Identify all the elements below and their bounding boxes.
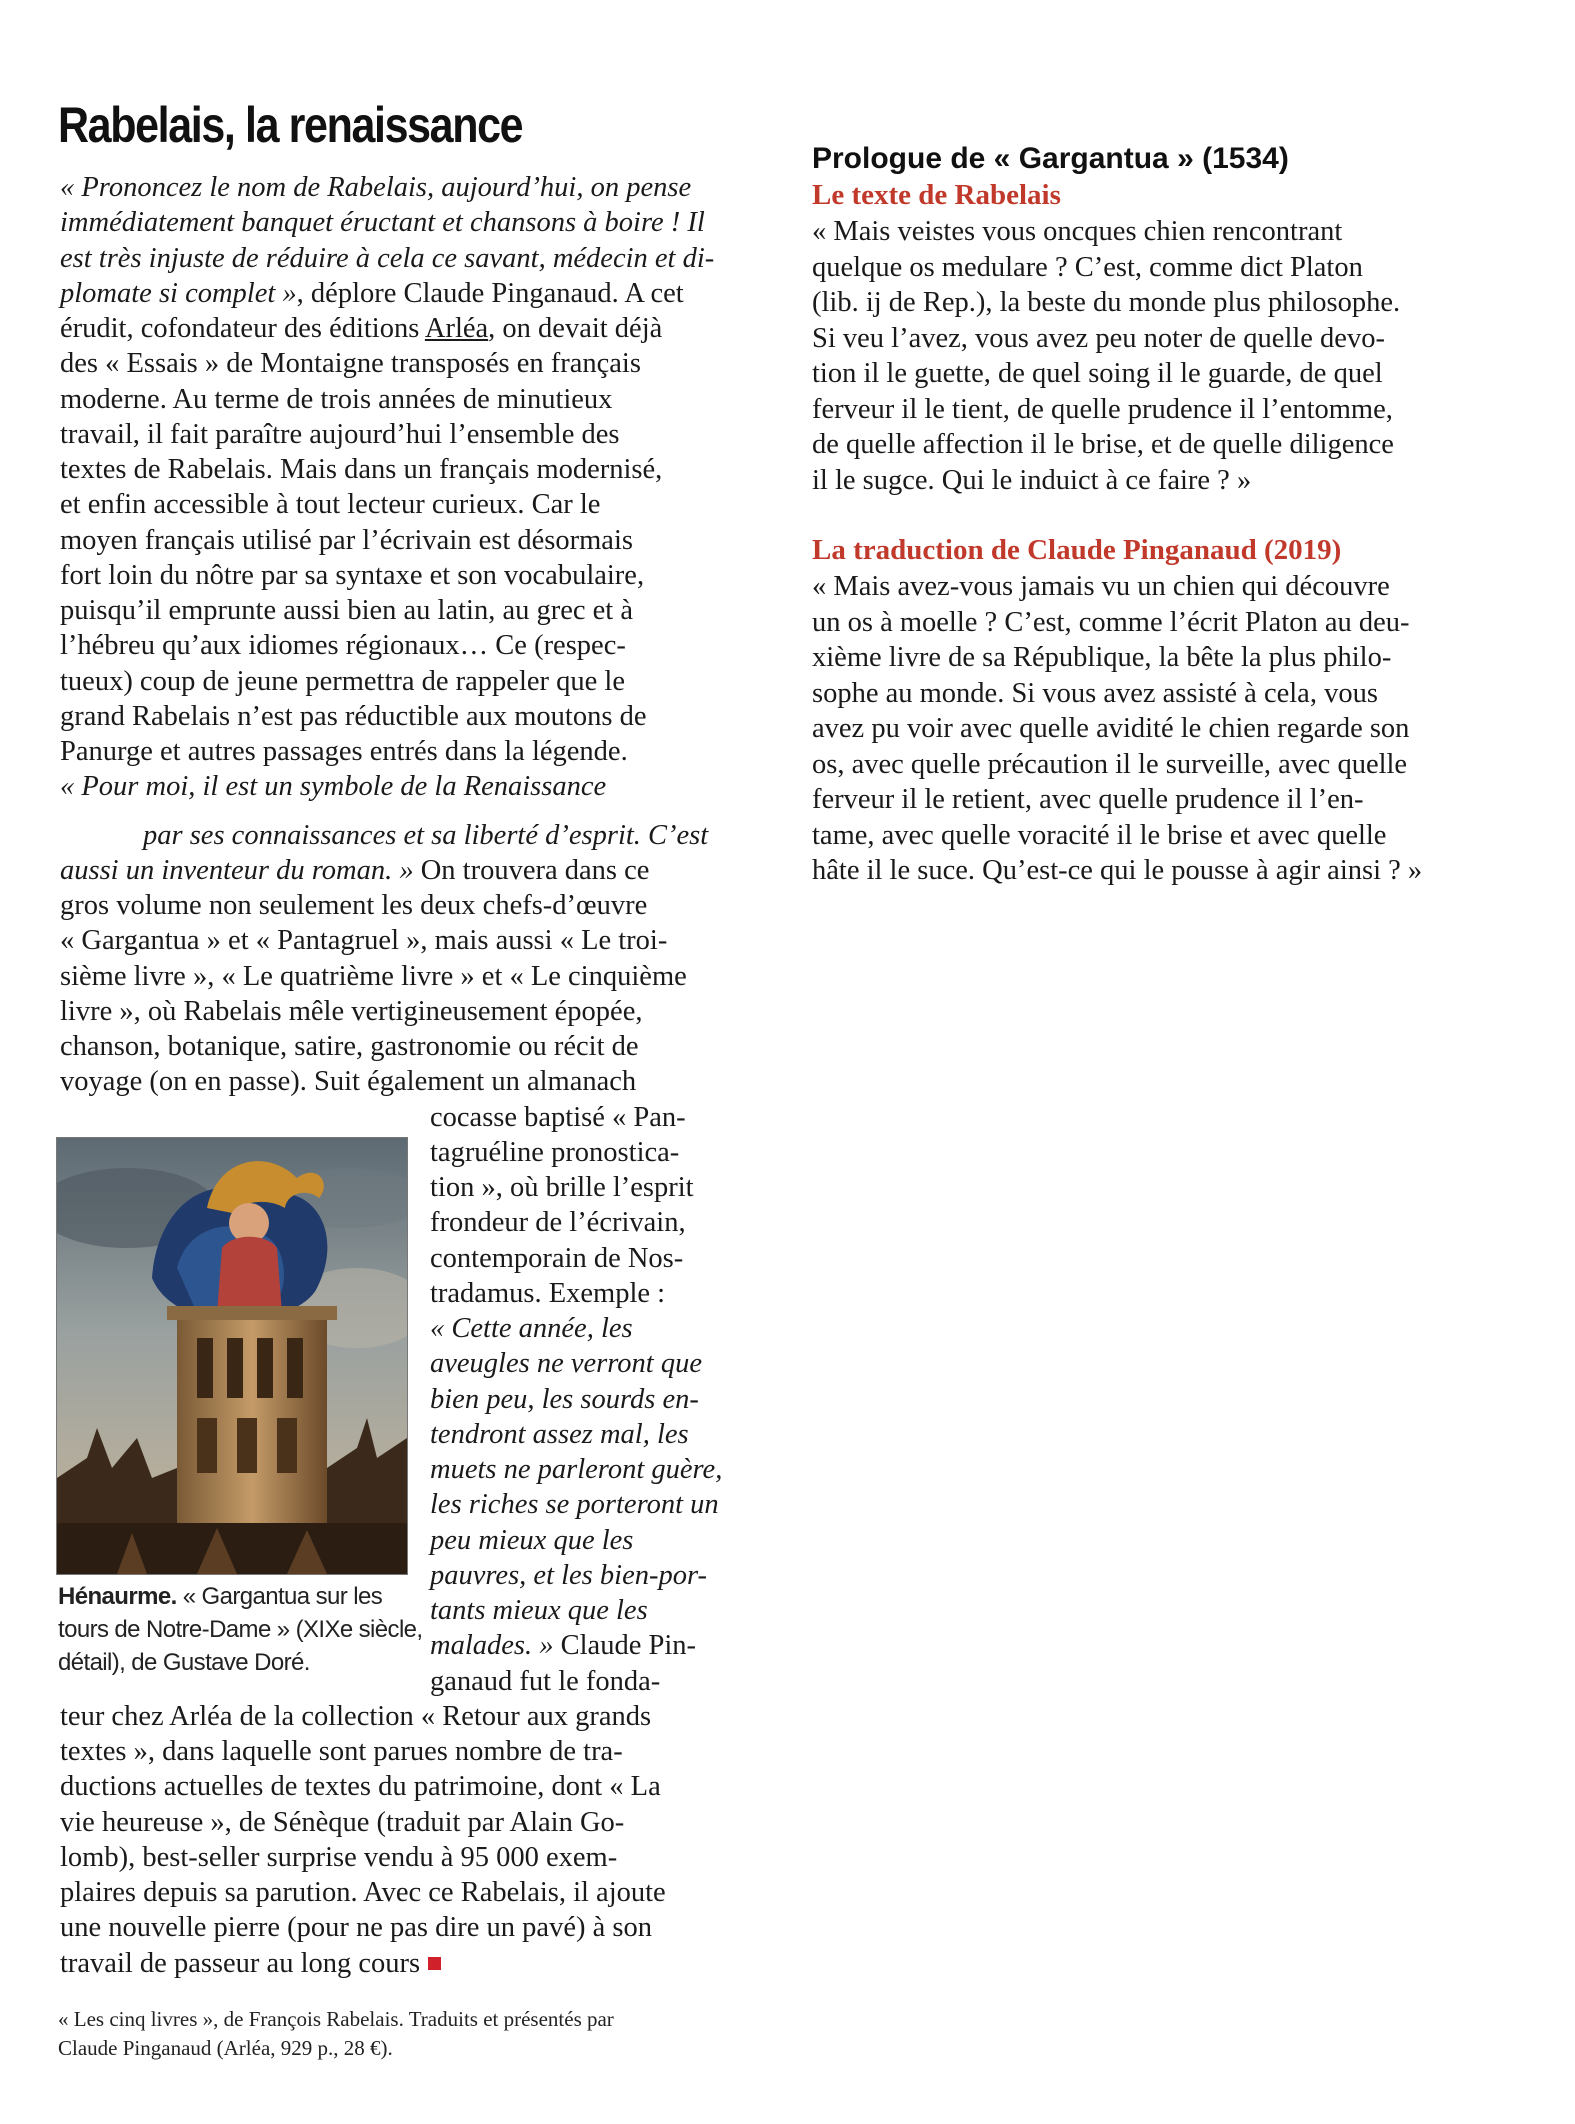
body-line bbox=[60, 1805, 715, 1840]
body-line bbox=[60, 170, 715, 205]
gargantua-illustration bbox=[56, 1137, 408, 1575]
translation-text-line: os, avec quelle précaution il le surveille, avec quelle bbox=[812, 748, 1408, 780]
body-line bbox=[60, 994, 715, 1029]
text-span: , on devait déjà bbox=[488, 313, 663, 344]
text-span: livre », où Rabelais mêle vertigineusement épopée, bbox=[60, 995, 643, 1027]
body-line bbox=[60, 346, 715, 381]
text-span: textes », dans laquelle sont parues nombre de tra- bbox=[60, 1736, 623, 1767]
reference-line-1: « Les cinq livres », de François Rabelais. Traduits et présentés par bbox=[58, 2007, 614, 2031]
text-span: érudit, cofondateur des éditions bbox=[60, 313, 425, 344]
body-line bbox=[430, 1417, 715, 1452]
body-line bbox=[143, 818, 715, 853]
translation-text-line: xième livre de sa République, la bête la plus philo- bbox=[812, 642, 1392, 673]
text-span: grand Rabelais n’est pas réductible aux moutons de bbox=[60, 700, 647, 732]
body-line bbox=[430, 1487, 719, 1522]
body-line bbox=[60, 888, 715, 923]
body-line bbox=[430, 1135, 715, 1170]
text-span: ganaud fut le fonda- bbox=[430, 1665, 661, 1697]
body-line bbox=[60, 593, 715, 628]
text-span: travail, il fait paraître aujourd’hui l’ensemble des bbox=[60, 418, 620, 450]
original-text-line: (lib. ij de Rep.), la beste du monde plus philosophe. bbox=[812, 287, 1401, 318]
text-span: bien peu, les sourds en- bbox=[430, 1383, 699, 1415]
original-text-line: tion il le guette, de quel soing il le guarde, de quel bbox=[812, 358, 1383, 389]
body-line bbox=[430, 1241, 715, 1276]
original-text-line: ferveur il le tient, de quelle prudence il l’entomme, bbox=[812, 393, 1393, 425]
translation-text-line: sophe au monde. Si vous avez assisté à cela, vous bbox=[812, 677, 1378, 709]
text-span: « Cette année, les bbox=[430, 1313, 633, 1344]
text-span: plomate si complet » bbox=[60, 277, 297, 309]
translation-text-line: avez pu voir avec quelle avidité le chien regarde son bbox=[812, 713, 1410, 744]
body-line bbox=[60, 628, 715, 663]
body-line bbox=[60, 205, 715, 240]
text-span: l’hébreu qu’aux idiomes régionaux… Ce (respec- bbox=[60, 630, 626, 662]
text-span: tants mieux que les bbox=[430, 1595, 648, 1626]
text-span: malades. » bbox=[430, 1630, 554, 1662]
text-span: une nouvelle pierre (pour ne pas dire un pavé) à son bbox=[60, 1912, 652, 1944]
text-span: aussi un inventeur du roman. » bbox=[60, 854, 414, 886]
text-span: « Gargantua » et « Pantagruel », mais aussi « Le troi- bbox=[60, 925, 668, 957]
text-span: des « Essais » de Montaigne transposés en français bbox=[60, 348, 641, 380]
text-span: frondeur de l’écrivain, bbox=[430, 1207, 686, 1239]
text-span: peu mieux que les bbox=[430, 1524, 634, 1556]
body-line bbox=[60, 1910, 715, 1945]
sidebar-prologue bbox=[812, 142, 1472, 902]
text-span: , déplore Claude Pinganaud. A cet bbox=[296, 277, 684, 309]
body-line bbox=[60, 558, 715, 593]
text-span: muets ne parleront guère, bbox=[430, 1454, 723, 1485]
body-line bbox=[60, 664, 715, 699]
translation-text-line: ferveur il le retient, avec quelle prudence il l’en- bbox=[812, 784, 1364, 815]
body-line bbox=[60, 1840, 715, 1875]
body-line bbox=[60, 523, 715, 558]
original-text-line: Si veu l’avez, vous avez peu noter de quelle devo- bbox=[812, 322, 1385, 354]
body-line bbox=[430, 1205, 715, 1240]
body-line bbox=[60, 417, 715, 452]
body-line bbox=[60, 1769, 715, 1804]
text-span: tueux) coup de jeune permettra de rappeler que le bbox=[60, 665, 625, 697]
text-span: gros volume non seulement les deux chefs-d’œuvre bbox=[60, 890, 648, 921]
body-line bbox=[430, 1346, 715, 1381]
body-line bbox=[60, 241, 715, 276]
body-line bbox=[60, 699, 715, 734]
text-span: les riches se porteront un bbox=[430, 1489, 719, 1521]
text-span: vie heureuse », de Sénèque (traduit par Alain Go- bbox=[60, 1806, 625, 1838]
text-span: « Pour moi, il est un symbole de la Renaissance bbox=[60, 771, 607, 803]
translation-text-line: tame, avec quelle voracité il le brise et avec quelle bbox=[812, 819, 1387, 851]
text-span: teur chez Arléa de la collection « Retour aux grands bbox=[60, 1700, 652, 1732]
image-caption bbox=[58, 1580, 423, 1679]
article-headline: Rabelais, la renaissance bbox=[58, 97, 523, 153]
reference-line-2: Claude Pinganaud (Arléa, 929 p., 28 €). bbox=[58, 2036, 393, 2060]
text-span: tendront assez mal, les bbox=[430, 1418, 689, 1450]
original-text-line: de quelle affection il le brise, et de quelle diligence bbox=[812, 429, 1394, 460]
body-line bbox=[60, 769, 715, 804]
text-span: voyage (on en passe). Suit également un almanach bbox=[60, 1066, 637, 1098]
text-span: cocasse baptisé « Pan- bbox=[430, 1101, 686, 1133]
body-line bbox=[430, 1452, 723, 1487]
text-span: sième livre », « Le quatrième livre » et « Le cinquième bbox=[60, 960, 687, 992]
body-line bbox=[430, 1628, 715, 1663]
caption-lead: Hénaurme. bbox=[58, 1583, 177, 1610]
caption-line-2: tours de Notre-Dame » (XIXe siècle, bbox=[58, 1616, 423, 1643]
text-span: travail de passeur au long cours bbox=[60, 1947, 421, 1979]
text-span: ductions actuelles de textes du patrimoine, dont « La bbox=[60, 1771, 661, 1803]
translation-text-line: « Mais avez-vous jamais vu un chien qui découvre bbox=[812, 571, 1390, 602]
translation-text-line: hâte il le suce. Qu’est-ce qui le pousse à agir ainsi ? » bbox=[812, 855, 1423, 886]
body-line bbox=[60, 734, 715, 769]
original-text-line: « Mais veistes vous oncques chien rencontrant bbox=[812, 216, 1343, 247]
text-span: fort loin du nôtre par sa syntaxe et son vocabulaire, bbox=[60, 559, 645, 591]
caption-line-3: détail), de Gustave Doré. bbox=[58, 1649, 310, 1676]
body-line bbox=[60, 1734, 715, 1769]
body-line bbox=[60, 959, 715, 994]
original-text-line: quelque os medulare ? C’est, comme dict Platon bbox=[812, 251, 1363, 283]
text-span: « Prononcez le nom de Rabelais, aujourd’hui, on pense bbox=[60, 172, 692, 203]
gargantua-notre-dame-image bbox=[57, 1138, 407, 1574]
body-line bbox=[60, 382, 715, 417]
body-line bbox=[60, 1064, 715, 1099]
publisher-link[interactable]: Arléa bbox=[424, 313, 489, 344]
text-span: lomb), best-seller surprise vendu à 95 000 exem- bbox=[60, 1841, 618, 1873]
body-line bbox=[430, 1558, 715, 1593]
text-span: aveugles ne verront que bbox=[430, 1348, 702, 1380]
body-line bbox=[60, 923, 715, 958]
body-line bbox=[430, 1523, 715, 1558]
body-line bbox=[60, 311, 715, 346]
body-line bbox=[60, 1029, 715, 1064]
body-line bbox=[430, 1100, 715, 1135]
text-span: et enfin accessible à tout lecteur curieux. Car le bbox=[60, 489, 601, 521]
body-line bbox=[430, 1170, 715, 1205]
translation-text-line: un os à moelle ? C’est, comme l’écrit Platon au deu- bbox=[812, 606, 1410, 638]
body-line bbox=[60, 1699, 715, 1734]
body-line bbox=[60, 487, 715, 522]
caption-line-1: « Gargantua sur les bbox=[176, 1583, 383, 1610]
text-span: pauvres, et les bien-por- bbox=[430, 1559, 707, 1591]
body-line bbox=[430, 1664, 715, 1699]
text-span: textes de Rabelais. Mais dans un français modernisé, bbox=[60, 454, 663, 485]
text-span: plaires depuis sa parution. Avec ce Rabelais, il ajoute bbox=[60, 1877, 666, 1908]
text-span: moderne. Au terme de trois années de minutieux bbox=[60, 383, 613, 415]
text-span: par ses connaissances et sa liberté d’esprit. C’est bbox=[143, 819, 709, 851]
body-line bbox=[430, 1276, 715, 1311]
section-original-heading: Le texte de Rabelais bbox=[812, 179, 1061, 211]
text-span: chanson, botanique, satire, gastronomie ou récit de bbox=[60, 1031, 639, 1062]
body-line bbox=[430, 1593, 715, 1628]
body-line bbox=[430, 1311, 715, 1346]
body-line bbox=[60, 276, 715, 311]
text-span: Panurge et autres passages entrés dans la légende. bbox=[60, 736, 628, 767]
body-line bbox=[60, 1946, 715, 1981]
text-span: On trouvera dans ce bbox=[413, 854, 650, 886]
body-line bbox=[60, 452, 715, 487]
text-span: est très injuste de réduire à cela ce savant, médecin et di- bbox=[60, 242, 715, 274]
sidebar-title: Prologue de « Gargantua » (1534) bbox=[812, 142, 1289, 175]
section-translation-heading: La traduction de Claude Pinganaud (2019) bbox=[812, 534, 1342, 566]
text-span: contemporain de Nos- bbox=[430, 1242, 684, 1274]
text-span: tradamus. Exemple : bbox=[430, 1277, 666, 1309]
end-mark-icon bbox=[428, 1957, 441, 1970]
original-text-line: il le sugce. Qui le induict à ce faire ? » bbox=[812, 464, 1252, 496]
article-body bbox=[60, 170, 723, 2030]
text-span: tion », où brille l’esprit bbox=[430, 1172, 694, 1203]
text-span: Claude Pin- bbox=[553, 1630, 696, 1662]
text-span: puisqu’il emprunte aussi bien au latin, au grec et à bbox=[60, 595, 633, 626]
body-line bbox=[60, 1875, 715, 1910]
book-reference bbox=[58, 2005, 718, 2063]
body-line bbox=[430, 1382, 715, 1417]
text-span: tagruéline pronostica- bbox=[430, 1136, 680, 1168]
body-line bbox=[60, 853, 715, 888]
text-span: immédiatement banquet éructant et chansons à boire ! Il bbox=[60, 207, 705, 239]
text-span: moyen français utilisé par l’écrivain est désormais bbox=[60, 524, 633, 556]
